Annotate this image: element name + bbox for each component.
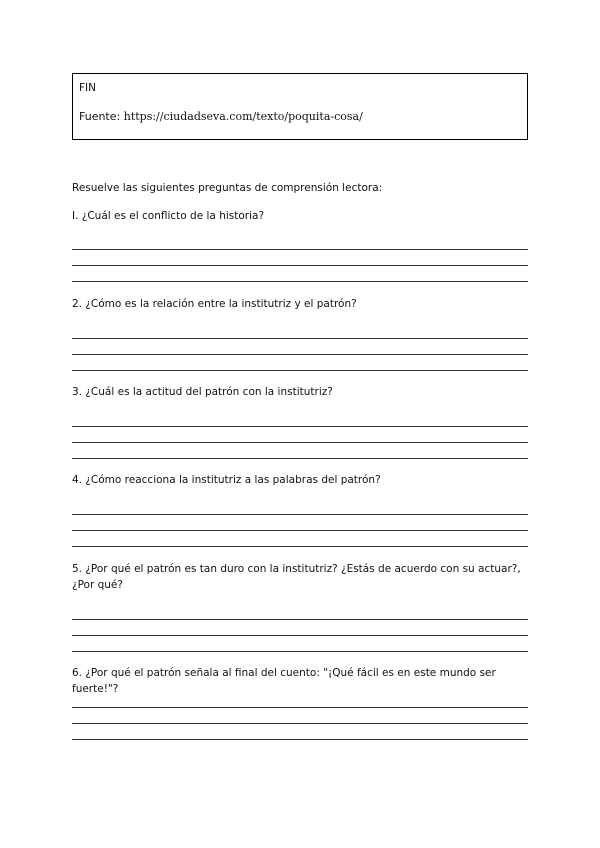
answer-line: [72, 370, 528, 371]
question-4: 4. ¿Cómo reacciona la institutriz a las palabras del patrón?: [72, 474, 381, 486]
answer-line: [72, 739, 528, 740]
answer-line: [72, 265, 528, 266]
question-6: 6. ¿Por qué el patrón señala al final del cuento: "¡Qué fácil es en este mundo ser fuerte!"?: [72, 667, 496, 695]
answer-line: [72, 723, 528, 724]
question-3: 3. ¿Cuál es la actitud del patrón con la institutriz?: [72, 386, 333, 398]
answer-line: [72, 530, 528, 531]
source-label: Fuente:: [79, 110, 121, 123]
answer-line: [72, 619, 528, 620]
answer-line: [72, 651, 528, 652]
source-box: [72, 73, 528, 140]
answer-line: [72, 281, 528, 282]
answer-line: [72, 338, 528, 339]
answer-line: [72, 635, 528, 636]
end-marker: FIN: [79, 82, 96, 94]
answer-line: [72, 426, 528, 427]
instructions-text: Resuelve las siguientes preguntas de comprensión lectora:: [72, 182, 383, 194]
source-line: [79, 110, 363, 123]
answer-line: [72, 458, 528, 459]
answer-line: [72, 707, 528, 708]
answer-line: [72, 442, 528, 443]
answer-line: [72, 546, 528, 547]
answer-line: [72, 514, 528, 515]
question-5: 5. ¿Por qué el patrón es tan duro con la institutriz? ¿Estás de acuerdo con su actuar?, ¿Por qué?: [72, 563, 521, 591]
answer-line: [72, 354, 528, 355]
question-1: I. ¿Cuál es el conflicto de la historia?: [72, 210, 265, 222]
answer-line: [72, 249, 528, 250]
source-url: https://ciudadseva.com/texto/poquita-cosa/: [123, 110, 363, 123]
question-2: 2. ¿Cómo es la relación entre la institutriz y el patrón?: [72, 298, 357, 310]
